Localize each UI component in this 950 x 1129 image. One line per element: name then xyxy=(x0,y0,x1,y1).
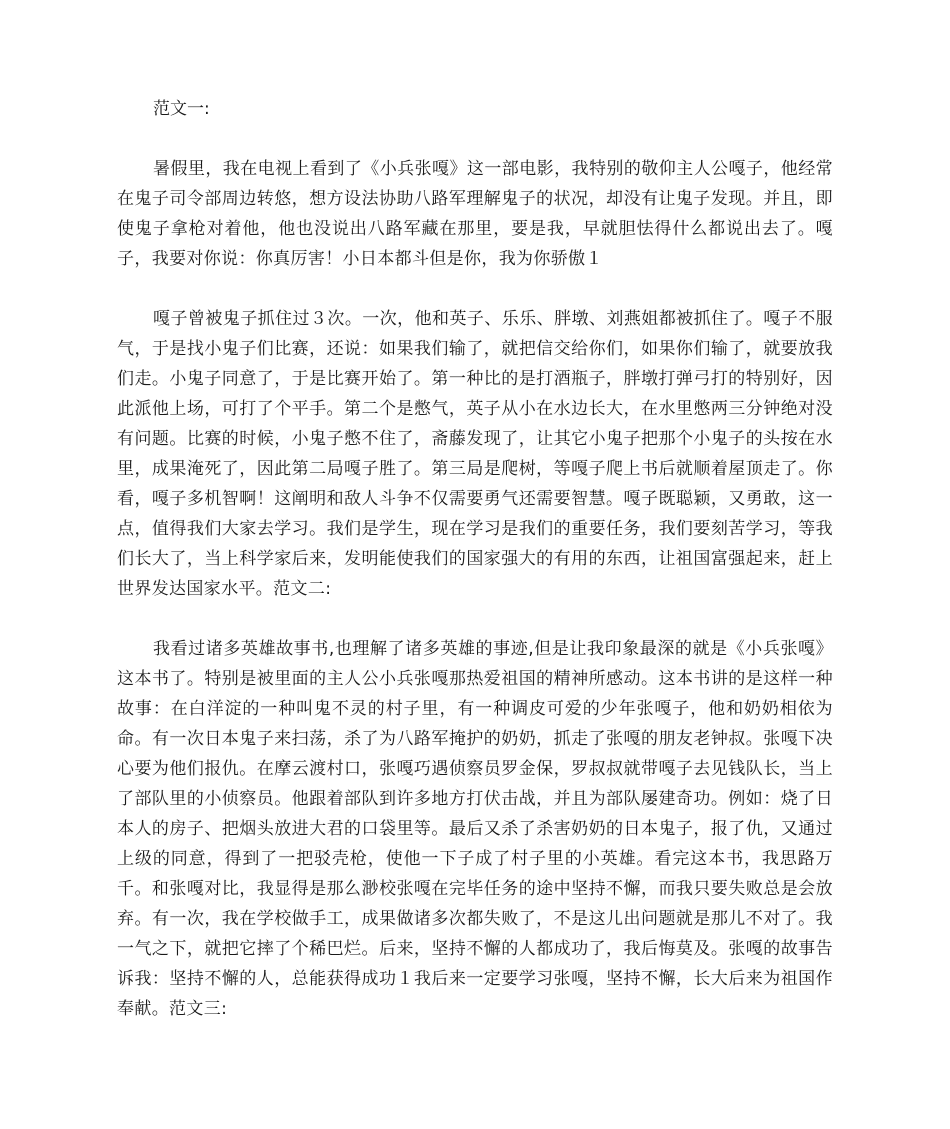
section-heading: 范文一: xyxy=(153,99,210,119)
paragraph-3: 我看过诸多英雄故事书,也理解了诸多英雄的事迹,但是让我印象最深的就是《小兵张嘎》这本书了。特别是被里面的主人公小兵张嘎那热爱祖国的精神所感动。这本书讲的是这样一种故事：在白洋淀的一种叫鬼不灵的村子里，有一种调皮可爱的少年张嘎子，他和奶奶相依为命。有一次日本鬼子来扫荡，杀了为八路军掩护的奶奶，抓走了张嘎的朋友老钟叔。张嘎下决心要为他们报仇。在摩云渡村口，张嘎巧遇侦察员罗金保，罗叔叔就带嘎子去见钱队长，当上了部队里的小侦察员。他跟着部队到许多地方打伏击战，并且为部队屡建奇功。例如：烧了日本人的房子、把烟头放进大君的口袋里等。最后又杀了杀害奶奶的日本鬼子，报了仇，又通过上级的同意，得到了一把驳壳枪，使他一下子成了村子里的小英雄。看完这本书，我思路万千。和张嘎对比，我显得是那么渺校张嘎在完毕任务的途中坚持不懈，而我只要失败总是会放弃。有一次，我在学校做手工，成果做诸多次都失败了，不是这儿出问题就是那儿不对了。我一气之下，就把它摔了个稀巴烂。后来，坚持不懈的人都成功了，我后悔莫及。张嘎的故事告诉我：坚持不懈的人，总能获得成功１我后来一定要学习张嘎，坚持不懈，长大后来为祖国作奉献。范文三: xyxy=(117,639,833,1019)
paragraph-2: 嘎子曾被鬼子抓住过３次。一次，他和英子、乐乐、胖墩、刘燕姐都被抓住了。嘎子不服气，于是找小鬼子们比赛，还说：如果我们输了，就把信交给你们，如果你们输了，就要放我们走。小鬼子同意了，于是比赛开始了。第一种比的是打酒瓶子，胖墩打弹弓打的特别好，因此派他上场，可打了个平手。第二个是憋气，英子从小在水边长大，在水里憋两三分钟绝对没有问题。比赛的时候，小鬼子憋不住了，斋藤发现了，让其它小鬼子把那个小鬼子的头按在水里，成果淹死了，因此第二局嘎子胜了。第三局是爬树，等嘎子爬上书后就顺着屋顶走了。你看，嘎子多机智啊！这阐明和敌人斗争不仅需要勇气还需要智慧。嘎子既聪颖，又勇敢，这一点，值得我们大家去学习。我们是学生，现在学习是我们的重要任务，我们要刻苦学习，等我们长大了，当上科学家后来，发明能使我们的国家强大的有用的东西，让祖国富强起来，赶上世界发达国家水平。范文二: xyxy=(117,309,833,599)
paragraph-1: 暑假里，我在电视上看到了《小兵张嘎》这一部电影，我特别的敬仰主人公嘎子，他经常在鬼子司令部周边转悠，想方设法协助八路军理解鬼子的状况，却没有让鬼子发现。并且，即使鬼子拿枪对着他，他也没说出八路军藏在那里，要是我，早就胆怯得什么都说出去了。嘎子，我要对你说：你真厉害！小日本都斗但是你，我为你骄傲１ xyxy=(117,159,833,269)
document-page xyxy=(117,94,833,1054)
